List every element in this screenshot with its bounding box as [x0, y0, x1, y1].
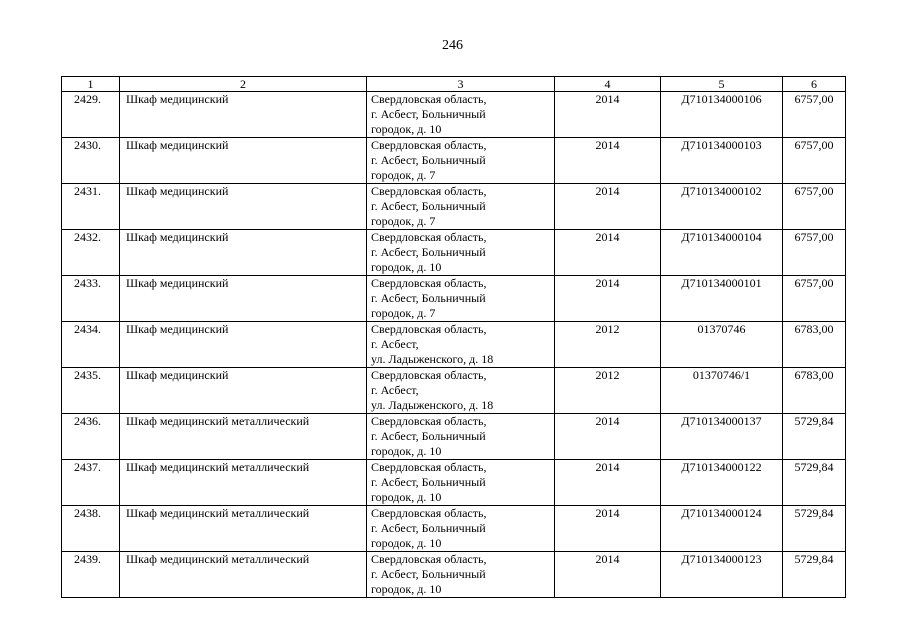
item-year: 2014	[555, 138, 661, 184]
inventory-table	[61, 76, 846, 598]
item-cost: 5729,84	[783, 460, 846, 506]
row-number: 2434.	[62, 322, 120, 368]
item-year: 2014	[555, 230, 661, 276]
table-row	[62, 460, 846, 506]
item-address: Свердловская область, г. Асбест, Больничный городок, д. 10	[367, 506, 555, 552]
item-address: Свердловская область, г. Асбест, Больничный городок, д. 10	[367, 230, 555, 276]
item-cost: 6783,00	[783, 368, 846, 414]
item-year: 2012	[555, 322, 661, 368]
item-name: Шкаф медицинский	[120, 92, 367, 138]
item-address: Свердловская область, г. Асбест, Больничный городок, д. 7	[367, 276, 555, 322]
item-inventory-number: Д710134000101	[661, 276, 783, 322]
row-number: 2438.	[62, 506, 120, 552]
item-name: Шкаф медицинский металлический	[120, 552, 367, 598]
item-address: Свердловская область, г. Асбест, Больничный городок, д. 10	[367, 460, 555, 506]
page-number: 246	[442, 38, 463, 53]
table-row	[62, 414, 846, 460]
item-address: Свердловская область, г. Асбест, Больничный городок, д. 10	[367, 552, 555, 598]
item-cost: 6757,00	[783, 138, 846, 184]
row-number: 2439.	[62, 552, 120, 598]
item-year: 2012	[555, 368, 661, 414]
column-header-1: 1	[62, 77, 120, 92]
item-name: Шкаф медицинский	[120, 276, 367, 322]
row-number: 2429.	[62, 92, 120, 138]
item-name: Шкаф медицинский	[120, 322, 367, 368]
header-row	[62, 77, 846, 92]
row-number: 2431.	[62, 184, 120, 230]
item-year: 2014	[555, 414, 661, 460]
item-cost: 6757,00	[783, 184, 846, 230]
column-header-5: 5	[661, 77, 783, 92]
table-row	[62, 506, 846, 552]
item-inventory-number: Д710134000123	[661, 552, 783, 598]
item-cost: 6783,00	[783, 322, 846, 368]
item-name: Шкаф медицинский металлический	[120, 414, 367, 460]
item-address: Свердловская область, г. Асбест, Больничный городок, д. 7	[367, 138, 555, 184]
item-cost: 6757,00	[783, 92, 846, 138]
item-cost: 6757,00	[783, 230, 846, 276]
table-row	[62, 322, 846, 368]
item-year: 2014	[555, 552, 661, 598]
item-inventory-number: Д710134000122	[661, 460, 783, 506]
table-row	[62, 184, 846, 230]
item-year: 2014	[555, 460, 661, 506]
row-number: 2435.	[62, 368, 120, 414]
table-row	[62, 276, 846, 322]
item-address: Свердловская область, г. Асбест, ул. Ладыженского, д. 18	[367, 322, 555, 368]
column-header-4: 4	[555, 77, 661, 92]
item-inventory-number: 01370746	[661, 322, 783, 368]
row-number: 2436.	[62, 414, 120, 460]
row-number: 2437.	[62, 460, 120, 506]
item-name: Шкаф медицинский металлический	[120, 460, 367, 506]
item-address: Свердловская область, г. Асбест, Больничный городок, д. 10	[367, 92, 555, 138]
item-cost: 6757,00	[783, 276, 846, 322]
item-address: Свердловская область, г. Асбест, Больничный городок, д. 10	[367, 414, 555, 460]
item-address: Свердловская область, г. Асбест, ул. Ладыженского, д. 18	[367, 368, 555, 414]
item-inventory-number: 01370746/1	[661, 368, 783, 414]
item-name: Шкаф медицинский	[120, 138, 367, 184]
column-header-6: 6	[783, 77, 846, 92]
item-cost: 5729,84	[783, 552, 846, 598]
item-name: Шкаф медицинский	[120, 230, 367, 276]
row-number: 2433.	[62, 276, 120, 322]
row-number: 2432.	[62, 230, 120, 276]
item-inventory-number: Д710134000102	[661, 184, 783, 230]
column-header-3: 3	[367, 77, 555, 92]
row-number: 2430.	[62, 138, 120, 184]
table-row	[62, 138, 846, 184]
item-inventory-number: Д710134000137	[661, 414, 783, 460]
item-cost: 5729,84	[783, 506, 846, 552]
item-name: Шкаф медицинский металлический	[120, 506, 367, 552]
table-row	[62, 368, 846, 414]
item-inventory-number: Д710134000124	[661, 506, 783, 552]
item-inventory-number: Д710134000106	[661, 92, 783, 138]
column-header-2: 2	[120, 77, 367, 92]
item-year: 2014	[555, 506, 661, 552]
item-inventory-number: Д710134000104	[661, 230, 783, 276]
table-row	[62, 230, 846, 276]
item-year: 2014	[555, 276, 661, 322]
item-year: 2014	[555, 92, 661, 138]
table-row	[62, 92, 846, 138]
item-address: Свердловская область, г. Асбест, Больничный городок, д. 7	[367, 184, 555, 230]
item-name: Шкаф медицинский	[120, 368, 367, 414]
item-inventory-number: Д710134000103	[661, 138, 783, 184]
table-row	[62, 552, 846, 598]
item-name: Шкаф медицинский	[120, 184, 367, 230]
item-year: 2014	[555, 184, 661, 230]
item-cost: 5729,84	[783, 414, 846, 460]
